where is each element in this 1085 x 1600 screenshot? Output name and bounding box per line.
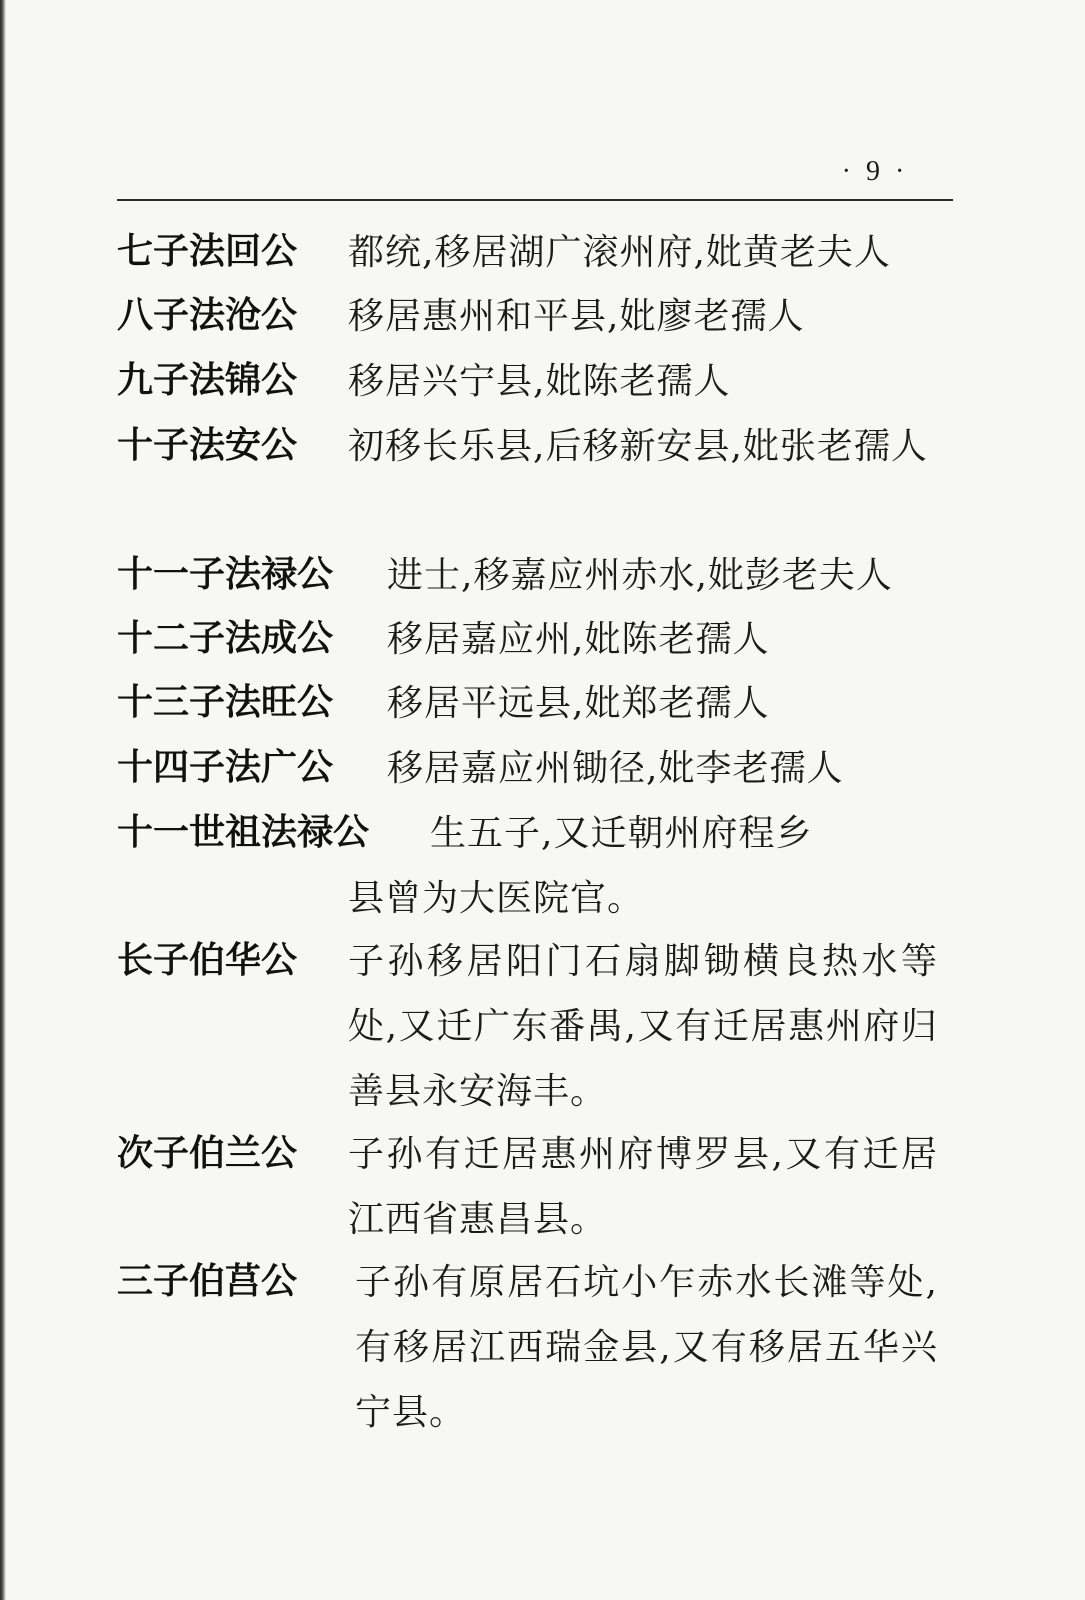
entry-name: 十子法安公 — [117, 425, 298, 466]
entry-description: 移居惠州和平县,妣廖老孺人 — [348, 296, 805, 337]
entry-description: 初移长乐县,后移新安县,妣张老孺人 — [348, 426, 928, 467]
page-number: · 9 · — [841, 156, 909, 187]
entry-description: 移居兴宁县,妣陈老孺人 — [348, 361, 731, 402]
entry-description: 进士,移嘉应州赤水,妣彭老夫人 — [387, 555, 893, 596]
entry-name: 十三子法旺公 — [117, 682, 334, 723]
entry-description: 移居嘉应州,妣陈老孺人 — [387, 619, 770, 660]
entry-description: 子孙有迁居惠州府博罗县,又有迁居江西省惠昌县。 — [348, 1134, 938, 1240]
entry-description-continuation: 县曾为大医院官。 — [348, 878, 645, 919]
entry-description-first-line: 生五子,又迁朝州府程乡 — [430, 813, 813, 854]
entry-description: 子孙有原居石坑小乍赤水长滩等处,有移居江西瑞金县,又有移居五华兴宁县。 — [355, 1262, 938, 1433]
entry-description: 子孙移居阳门石扇脚锄横良热水等处,又迁广东番禺,又有迁居惠州府归善县永安海丰。 — [348, 941, 938, 1112]
entry-description: 移居嘉应州锄径,妣李老孺人 — [387, 748, 844, 789]
entry-name: 三子伯莒公 — [117, 1261, 298, 1302]
entry-description: 都统,移居湖广滚州府,妣黄老夫人 — [348, 232, 891, 273]
entry-name: 十一世祖法禄公 — [117, 812, 370, 853]
entry-name: 十一子法禄公 — [117, 554, 334, 595]
entry-name: 次子伯兰公 — [117, 1133, 298, 1174]
entry-name: 八子法沧公 — [117, 295, 298, 336]
entry-name: 十二子法成公 — [117, 618, 334, 659]
header-rule — [117, 199, 953, 201]
entry-name: 九子法锦公 — [117, 360, 298, 401]
entry-description: 移居平远县,妣郑老孺人 — [387, 683, 770, 724]
entry-name: 长子伯华公 — [117, 940, 298, 981]
entry-name: 十四子法广公 — [117, 747, 334, 788]
entry-name: 七子法回公 — [117, 231, 298, 272]
binding-edge-shadow — [0, 0, 6, 1600]
